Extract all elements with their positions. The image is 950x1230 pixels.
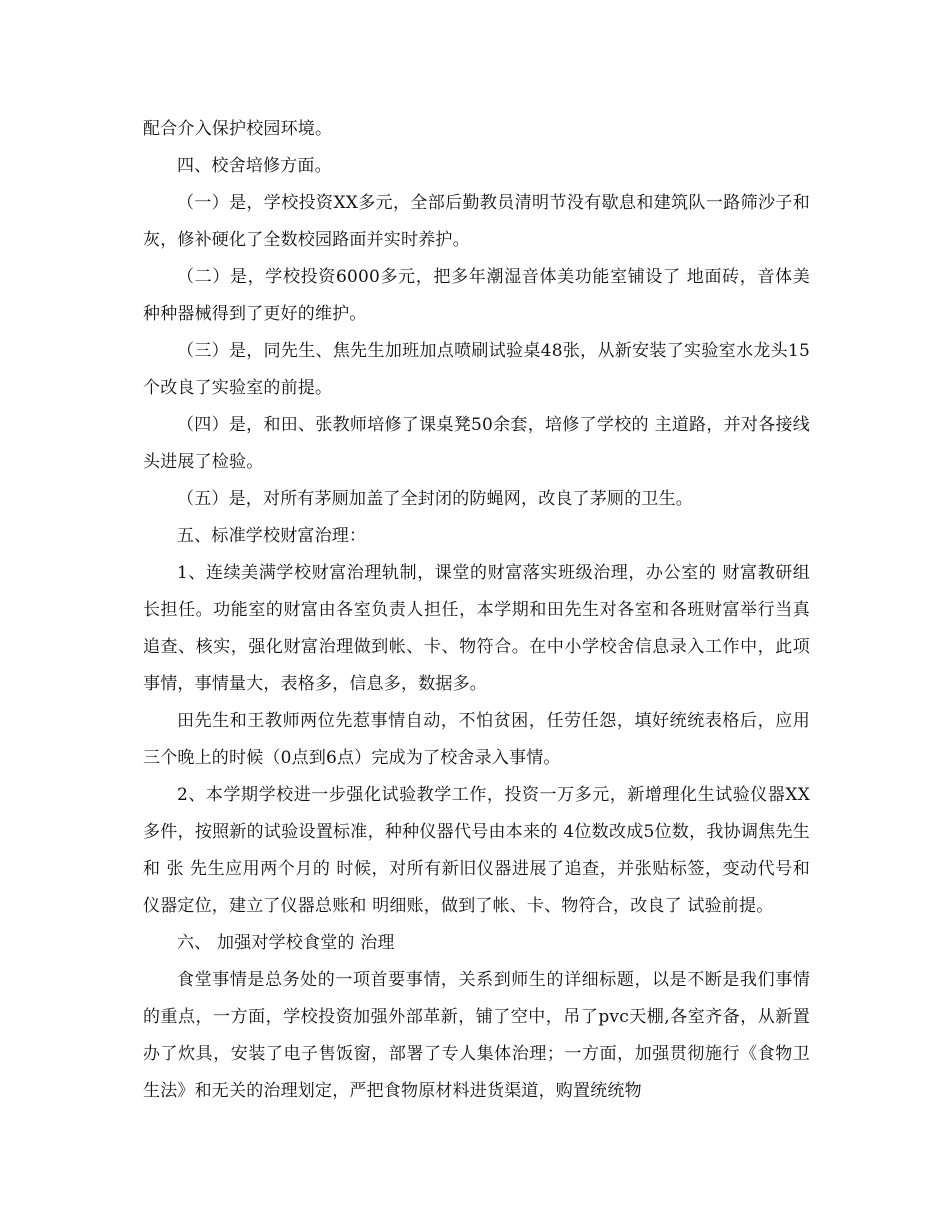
list-item-2: （二）是，学校投资6000多元，把多年潮湿音体美功能室铺设了 地面砖，音体美种种器械得到了更好的维护。	[143, 267, 810, 324]
paragraph-canteen: 食堂事情是总务处的一项首要事情，关系到师生的详细标题，以是不断是我们事情的重点，一方面，学校投资加强外部革新，铺了空中，吊了pvc天棚,各室齐备，从新置办了炊具，安装了电子售饭窗，部署了专人集体治理；一方面，加强贯彻施行《食物卫生法》和无关的治理划定，严把食物原材料进货渠道，购置统统物	[143, 970, 810, 1101]
document-body	[143, 111, 810, 1110]
paragraph-asset-management: 1、连续美满学校财富治理轨制，课堂的财富落实班级治理，办公室的 财富教研组长担任。功能室的财富由各室负责人担任，本学期和田先生对各室和各班财富举行当真追查、核实，强化财富治理做到帐、卡、物符合。在中小学校舍信息录入工作中，此项事情，事情量大，表格多，信息多，数据多。	[143, 563, 810, 694]
paragraph-staff-effort: 田先生和王教师两位先惹事情自动，不怕贫困，任劳任怨，填好统统表格后，应用三个晚上的时候（0点到6点）完成为了校舍录入事情。	[143, 711, 810, 768]
list-item-1: （一）是，学校投资XX多元，全部后勤教员清明节没有歇息和建筑队一路筛沙子和灰，修补硬化了全数校园路面并实时养护。	[143, 193, 810, 250]
list-item-3: （三）是，同先生、焦先生加班加点喷刷试验桌48张，从新安装了实验室水龙头15个改良了实验室的前提。	[143, 341, 810, 398]
list-item-5: （五）是，对所有茅厕加盖了全封闭的防蝇网，改良了茅厕的卫生。	[177, 489, 693, 509]
paragraph-lab-equipment: 2、本学期学校进一步强化试验教学工作，投资一万多元，新增理化生试验仪器XX多件，按照新的试验设置标准，种种仪器代号由本来的 4位数改成5位数，我协调焦先生和 张 先生应用两个月的 时候，对所有新旧仪器进展了追查，并张贴标签，变动代号和仪器定位，建立了仪器总账和 明细账，做到了帐、卡、物符合，改良了 试验前提。	[143, 785, 810, 916]
section-heading-5: 五、标准学校财富治理：	[177, 526, 367, 546]
section-heading-4: 四、校舍培修方面。	[177, 156, 332, 176]
list-item-4: （四）是，和田、张教师培修了课桌凳50余套，培修了学校的 主道路，并对各接线头进展了检验。	[143, 415, 810, 472]
paragraph-continuation: 配合介入保护校园环境。	[143, 119, 333, 139]
section-heading-6: 六、 加强对学校食堂的 治理	[177, 933, 395, 953]
